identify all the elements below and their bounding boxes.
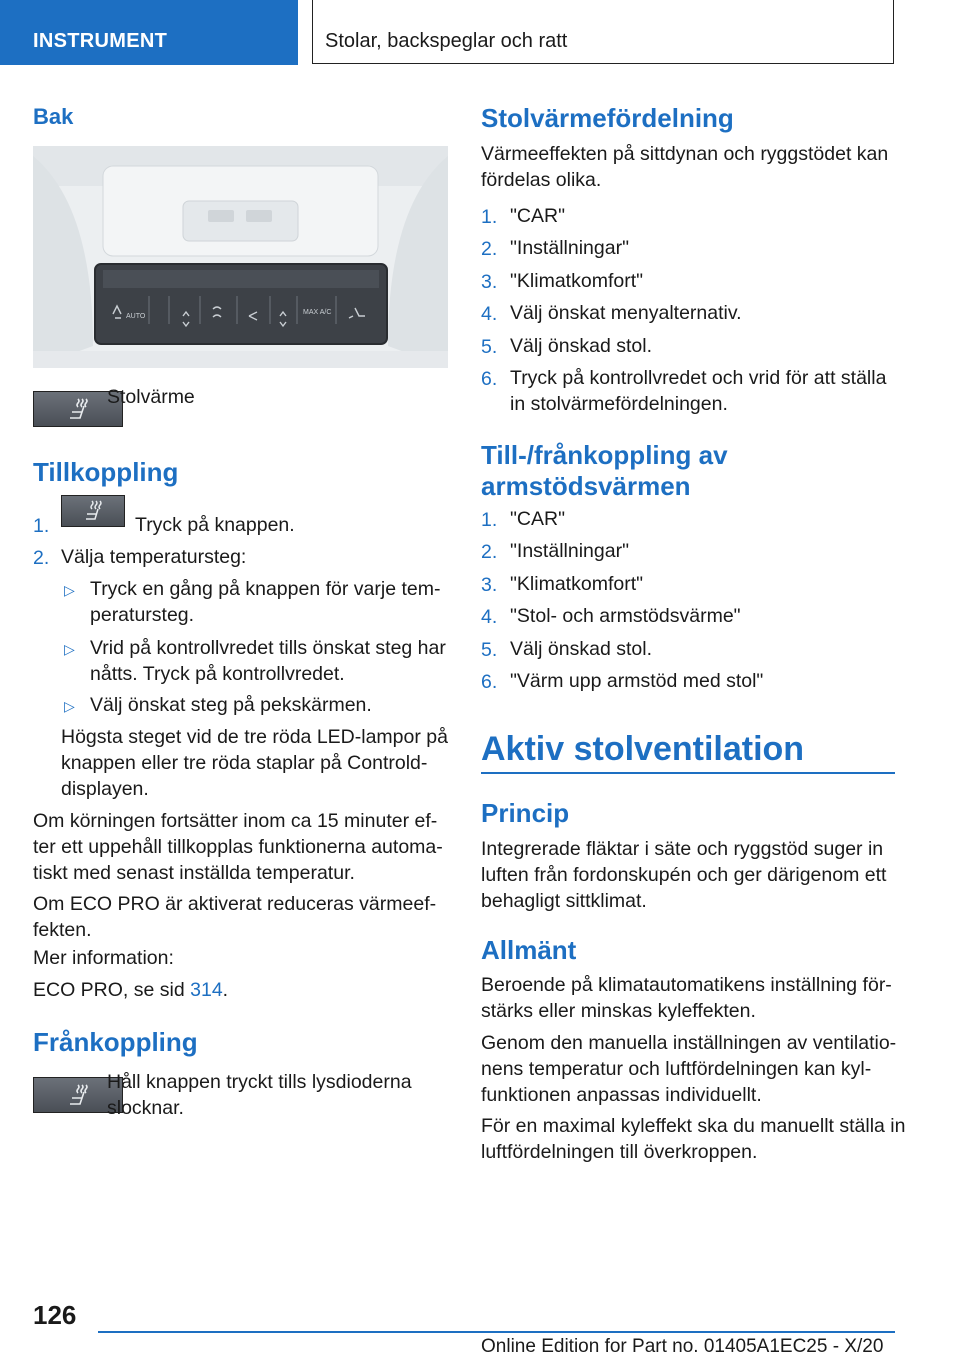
step-text: "Stol- och armstödsvärme" [510, 605, 741, 627]
bullet-text: Välj önskat steg på pekskärmen. [90, 694, 372, 716]
bullet-text: Vrid på kontrollvredet tills önskat steg har nåtts. Tryck på kontrollvredet. [90, 637, 446, 685]
eco-reference: ECO PRO, se sid 314. [33, 979, 229, 1001]
seat-heating-icon [61, 495, 125, 527]
section-rule [481, 772, 895, 774]
step-text: "Klimatkomfort" [510, 573, 644, 595]
chapter-title: Stolar, backspeglar och ratt [325, 30, 568, 52]
step-text: "Inställningar" [510, 237, 629, 259]
step-text: Välja temperatursteg: [61, 546, 247, 568]
step-number: 1. [33, 515, 50, 537]
allmant-heading: Allmänt [481, 935, 577, 965]
step-text: "Inställningar" [510, 540, 629, 562]
step-text: Tryck på kontrollvredet och vrid för att ställa in stolvärmefördelningen. [510, 367, 887, 415]
page-number: 126 [33, 1300, 77, 1330]
step-number: 2. [33, 547, 50, 569]
frankoppling-text: Håll knappen tryckt tills lysdioderna slocknar. [107, 1071, 412, 1119]
bullet-marker: ▷ [64, 582, 75, 598]
step-number: 6. [481, 671, 498, 693]
step-text: Tryck på knappen. [135, 514, 295, 536]
fordelning-intro: Värmeeffekten på sittdynan och ryggstödet kan fördelas olika. [481, 143, 889, 191]
step-number: 6. [481, 368, 498, 390]
step-number: 3. [481, 271, 498, 293]
allmant-paragraph-2: Genom den manuella inställningen av ventilatio‐ nens temperatur och luftfördelningen kan kyl‐ funktionen anpassas individuellt. [481, 1032, 897, 1106]
section-tab [0, 0, 298, 65]
bak-heading: Bak [33, 104, 74, 129]
hogsta-paragraph: Högsta steget vid de tre röda LED-lampor på knappen eller tre röda staplar på Controld‐ displayen. [61, 726, 448, 800]
footer-rule [98, 1331, 895, 1333]
frankoppling-heading: Frånkoppling [33, 1027, 198, 1057]
allmant-paragraph-3: För en maximal kyleffekt ska du manuellt ställa in luftfördelningen till överkroppen. [481, 1115, 906, 1163]
step-number: 2. [481, 541, 498, 563]
section-label: INSTRUMENT [33, 30, 168, 52]
edition-footer: Online Edition for Part no. 01405A1EC25 - X/20 [481, 1336, 884, 1357]
princip-heading: Princip [481, 798, 570, 828]
step-text: Välj önskat menyalternativ. [510, 302, 742, 324]
bullet-text: Tryck en gång på knappen för varje tem- peratursteg. [90, 578, 441, 626]
step-number: 2. [481, 238, 498, 260]
step-text: "CAR" [510, 508, 566, 530]
allmant-paragraph-1: Beroende på klimatautomatikens inställning för‐ stärks eller minskas kyleffekten. [481, 974, 892, 1022]
chapter-header [312, 0, 894, 64]
step-number: 1. [481, 509, 498, 531]
stolvarmefordelning-heading: Stolvärmefördelning [481, 103, 734, 133]
step-text: "Klimatkomfort" [510, 270, 644, 292]
page-reference-link[interactable]: 314 [190, 979, 223, 1001]
photo-button-auto: AUTO [126, 313, 146, 320]
photo-button-max-ac: MAX A/C [303, 309, 332, 316]
aktiv-stolventilation-heading: Aktiv stolventilation [481, 730, 805, 768]
princip-text: Integrerade fläktar i säte och ryggstöd suger in luften från fordonskupén och ger därigenom ett behagligt sittklimat. [481, 838, 887, 912]
mer-information-label: Mer information: [33, 947, 174, 969]
step-text: "Värm upp armstöd med stol" [510, 670, 764, 692]
bullet-marker: ▷ [64, 698, 75, 714]
armstod-heading: Till‐/frånkoppling av armstödsvärmen [481, 440, 728, 501]
om-korningen-paragraph: Om körningen fortsätter inom ca 15 minuter ef‐ ter ett uppehåll tillkopplas funktionerna automa‐ tiskt med senast inställda temperatur. [33, 810, 443, 884]
eco-paragraph: Om ECO PRO är aktiverat reduceras värmeef‐ fekten. [33, 893, 437, 941]
step-number: 5. [481, 336, 498, 358]
step-text: Välj önskad stol. [510, 335, 652, 357]
step-number: 1. [481, 206, 498, 228]
tillkoppling-heading: Tillkoppling [33, 457, 179, 487]
bullet-marker: ▷ [64, 641, 75, 657]
step-number: 3. [481, 574, 498, 596]
step-number: 5. [481, 639, 498, 661]
stolvarme-label: Stolvärme [107, 386, 195, 408]
step-number: 4. [481, 303, 498, 325]
step-number: 4. [481, 606, 498, 628]
step-text: "CAR" [510, 205, 566, 227]
step-text: Välj önskad stol. [510, 638, 652, 660]
rear-climate-panel-image [33, 146, 448, 368]
